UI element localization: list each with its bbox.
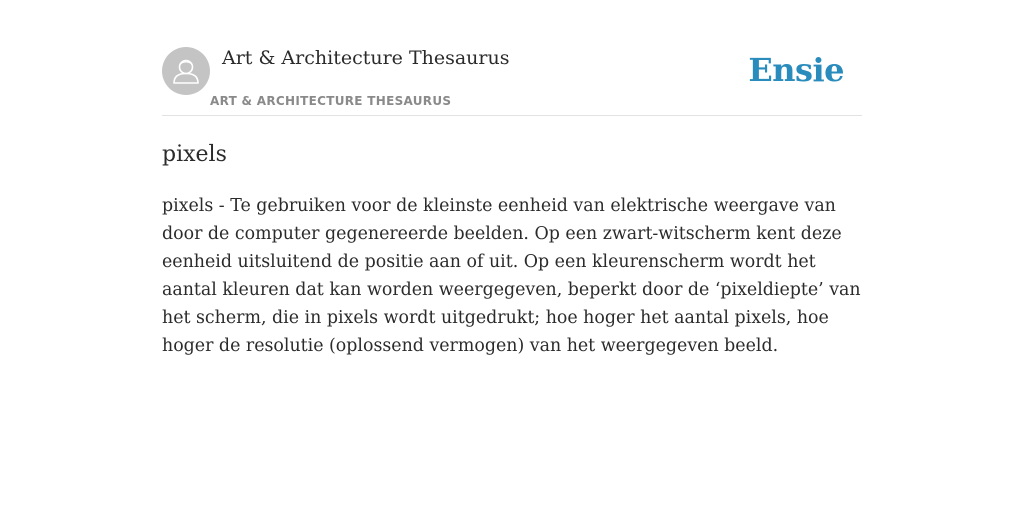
term-title: pixels [162,142,227,167]
header [162,0,862,116]
user-silhouette-icon [162,47,210,95]
page [162,0,862,512]
definition-text: pixels - Te gebruiken voor de kleinste eenheid van elektrische weergave van door de computer gegenereerde beelden. Op een zwart-witscherm kent deze eenheid uitsluitend de positie aan of uit. Op een kleurenscherm wordt het aantal kleuren dat kan worden weergegeven, beperkt door de ‘pixeldiepte’ van het scherm, die in pixels wordt uitgedrukt; hoe hoger het aantal pixels, hoe hoger de resolutie (oplossend vermogen) van het weergegeven beeld. [162,196,861,356]
brand-logo[interactable]: Ensie [748,51,844,89]
avatar[interactable] [162,47,210,95]
author-title[interactable]: Art & Architecture Thesaurus [222,47,510,69]
author-subtitle: ART & ARCHITECTURE THESAURUS [210,94,452,108]
